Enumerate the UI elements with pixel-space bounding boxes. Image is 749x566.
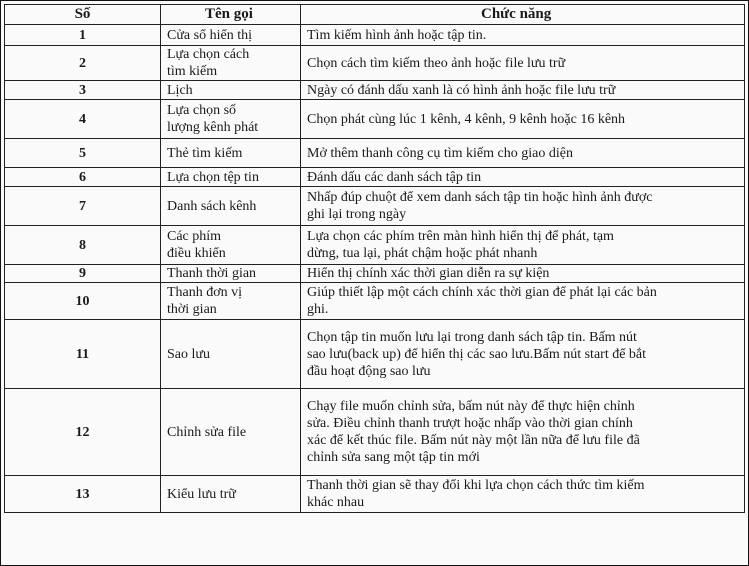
row-function: [301, 283, 745, 320]
row-function: [301, 389, 745, 476]
row-name-line: Thanh đơn vị: [167, 285, 243, 300]
row-name: [161, 168, 301, 187]
function-table: [4, 4, 745, 513]
row-number: 9: [5, 265, 161, 283]
row-function: [301, 187, 745, 226]
row-number: 2: [5, 46, 161, 81]
row-function-line: Chọn cách tìm kiếm theo ảnh hoặc file lưu trữ: [307, 55, 566, 71]
row-function-line: chỉnh sửa sang một tập tin mới: [307, 450, 480, 465]
row-name-line: Các phím: [167, 229, 222, 244]
row-function-line: Lựa chọn các phím trên màn hình hiển thị để phát, tạm: [307, 229, 614, 244]
row-name-line: Thanh thời gian: [167, 266, 257, 281]
row-function: [301, 226, 745, 265]
row-function-line: xác để kết thúc file. Bấm nút này một lần nữa để lưu file đã: [307, 433, 640, 448]
row-name: [161, 81, 301, 100]
table-row: [5, 25, 745, 46]
row-function: [301, 25, 745, 46]
row-number: 7: [5, 187, 161, 226]
header-function: Chức năng: [301, 5, 745, 25]
row-name-line: thời gian: [167, 302, 217, 317]
table-row: [5, 81, 745, 100]
table-row: [5, 389, 745, 476]
table-row: [5, 46, 745, 81]
table-row: [5, 100, 745, 139]
row-function-line: Mở thêm thanh công cụ tìm kiếm cho giao diện: [307, 145, 573, 161]
row-name-line: Lựa chọn cách: [167, 47, 250, 62]
header-number: Số: [5, 5, 161, 25]
row-function-line: Thanh thời gian sẽ thay đổi khi lựa chọn cách thức tìm kiếm: [307, 478, 645, 493]
row-name-line: Lựa chọn tệp tin: [167, 169, 259, 185]
row-function: [301, 139, 745, 168]
table-row: [5, 168, 745, 187]
row-name-line: Chỉnh sửa file: [167, 424, 247, 440]
row-function-line: Ngày có đánh dấu xanh là có hình ảnh hoặc file lưu trữ: [307, 82, 616, 98]
row-name-line: Thẻ tìm kiếm: [167, 145, 243, 161]
row-function-line: dừng, tua lại, phát chậm hoặc phát nhanh: [307, 246, 538, 261]
row-function-line: ghi.: [307, 302, 329, 317]
table-row: [5, 226, 745, 265]
header-row: [5, 5, 745, 25]
row-name: [161, 46, 301, 81]
header-name: Tên gọi: [161, 5, 301, 25]
row-name: [161, 283, 301, 320]
row-function: [301, 265, 745, 283]
row-function: [301, 320, 745, 389]
row-name: [161, 139, 301, 168]
row-name: [161, 226, 301, 265]
row-name: [161, 25, 301, 46]
row-number: 5: [5, 139, 161, 168]
row-name-line: lượng kênh phát: [167, 120, 259, 135]
table-body: [5, 25, 745, 513]
row-function: [301, 46, 745, 81]
row-name-line: tìm kiếm: [167, 64, 218, 79]
row-name-line: Sao lưu: [167, 346, 210, 362]
row-name: [161, 265, 301, 283]
row-name-line: Kiểu lưu trữ: [167, 486, 236, 502]
row-number: 8: [5, 226, 161, 265]
row-function: [301, 476, 745, 513]
row-function-line: Tìm kiếm hình ảnh hoặc tập tin.: [307, 27, 487, 43]
row-name-line: Danh sách kênh: [167, 198, 257, 214]
row-name-line: Cửa sổ hiển thị: [167, 27, 252, 43]
table-row: [5, 283, 745, 320]
row-name: [161, 476, 301, 513]
row-function-line: Chọn tập tin muốn lưu lại trong danh sách tập tin. Bấm nút: [307, 329, 637, 345]
row-number: 4: [5, 100, 161, 139]
table-row: [5, 320, 745, 389]
row-function-line: Chạy file muốn chỉnh sửa, bấm nút này để thực hiện chỉnh: [307, 399, 635, 414]
row-function: [301, 168, 745, 187]
row-function-line: Nhấp đúp chuột để xem danh sách tập tin hoặc hình ảnh được: [307, 190, 653, 205]
row-function-line: sao lưu(back up) để hiển thị các sao lưu.Bấm nút start để bắt: [307, 346, 647, 362]
row-name-line: Lựa chọn số: [167, 103, 237, 118]
row-function-line: đầu hoạt động sao lưu: [307, 363, 431, 379]
row-function-line: Đánh dấu các danh sách tập tin: [307, 169, 482, 185]
row-name: [161, 320, 301, 389]
row-function: [301, 81, 745, 100]
table-row: [5, 265, 745, 283]
row-number: 13: [5, 476, 161, 513]
row-function: [301, 100, 745, 139]
row-function-line: khác nhau: [307, 495, 365, 510]
row-number: 3: [5, 81, 161, 100]
row-name: [161, 187, 301, 226]
row-name: [161, 100, 301, 139]
row-function-line: Giúp thiết lập một cách chính xác thời gian để phát lại các bản: [307, 285, 657, 300]
table-row: [5, 187, 745, 226]
row-number: 10: [5, 283, 161, 320]
row-function-line: ghi lại trong ngày: [307, 207, 407, 222]
row-name-line: Lịch: [167, 82, 193, 98]
table-row: [5, 139, 745, 168]
row-number: 11: [5, 320, 161, 389]
row-function-line: Hiển thị chính xác thời gian diễn ra sự kiện: [307, 266, 550, 281]
table-row: [5, 476, 745, 513]
row-number: 1: [5, 25, 161, 46]
row-number: 6: [5, 168, 161, 187]
row-name-line: điều khiển: [167, 246, 226, 261]
row-function-line: sửa. Điều chỉnh thanh trượt hoặc nhấp vào thời gian chính: [307, 416, 633, 431]
row-number: 12: [5, 389, 161, 476]
row-name: [161, 389, 301, 476]
row-function-line: Chọn phát cùng lúc 1 kênh, 4 kênh, 9 kênh hoặc 16 kênh: [307, 111, 626, 127]
